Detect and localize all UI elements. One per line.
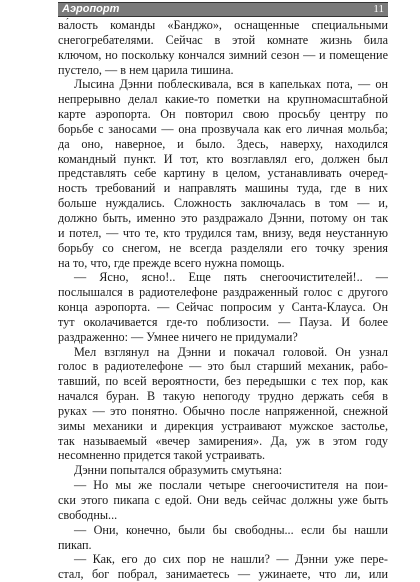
text-line: так называемый «вечер замирения». Да, уж в этом году [58, 433, 388, 448]
text-line: ность требований и направлять машины туда, где в них [58, 181, 388, 196]
text-line: ключом, но поскольку кончался зимний сезон — и помещение [58, 47, 388, 62]
text-line: тут околачивается где-то поблизости. — Пауза. И более [58, 314, 388, 329]
text-line: — Как, его до сих пор не нашли? — Дэнни уже пере- [74, 552, 388, 567]
text-line: — Но мы же послали четыре снегоочистителя на пои- [74, 478, 388, 493]
text-line: и потел, — что те, кто трудился там, внизу, ведя неустанную [58, 225, 388, 240]
text-line: должно быть, именно это раздражало Дэнни, потому он так [58, 210, 388, 225]
text-line: пикап. [58, 537, 92, 552]
text-line: Мел взглянул на Дэнни и покачал головой. Он узнал [74, 344, 388, 359]
text-line: руках — это понятно. Обычно после напряженной, снежной [58, 403, 388, 418]
text-line: раздраженно: — Умнее ничего не придумали? [58, 329, 298, 344]
text-line: начался буран. В такую непогоду трудно держать себя в [58, 389, 388, 404]
text-line: больше нуждались. Сложность заключалась в том — и, [58, 196, 388, 211]
text-line: на то, что, где прежде всего нужна помощь. [58, 255, 285, 270]
text-line: ски этого пикапа с едой. Они ведь сейчас должны уже быть [58, 493, 388, 507]
text-line: командный пункт. И тот, кто возглавлял его, должен был [58, 151, 388, 166]
text-line: свободны... [58, 507, 118, 522]
text-line: да оно, наверное, и было. Здесь, наверху, находился [58, 136, 388, 151]
text-line: зимы механики и дирекция устраивают мужское застолье, [58, 418, 388, 433]
running-head [58, 2, 388, 17]
text-line: непрерывно делал какие-то пометки на крупномасштабной [58, 92, 388, 107]
text-line: пустело, — в нем царила тишина. [58, 62, 234, 77]
text-line: конца аэропорта. — Сейчас попросим у Санта-Клауса. Он [58, 300, 388, 315]
text-line: карте аэропорта. Он повторил свою просьбу центру по [58, 107, 388, 122]
text-line: борьбе с заносами — она прозвучала как его личная мольба; [58, 121, 388, 136]
running-title: Аэропорт [62, 3, 120, 15]
text-line: несомненно придется такой устраивать. [58, 448, 266, 463]
text-line: борьбу со снегом, не всегда разделяли его точку зрения [58, 240, 388, 255]
text-body [58, 18, 388, 582]
text-line: снегогребателями. Сейчас в этой комнате жизнь била [58, 32, 388, 47]
page-number: 11 [373, 3, 384, 15]
text-line: — Ясно, ясно!.. Еще пять снегоочистителей!.. — [74, 270, 388, 285]
text-line: представлять себе картину в целом, устанавливать очеред- [58, 166, 388, 181]
text-line: голос в радиотелефоне — это был старший механик, рабо- [58, 359, 388, 374]
text-line: Дэнни попытался образумить смутьяна: [74, 463, 283, 478]
text-line: — Они, конечно, были бы свободны... если бы нашли [74, 522, 388, 537]
text-line: послышался в радиотелефоне раздраженный голос с другого [58, 285, 388, 300]
text-line: стал, бог побрал, занимаетесь — ужинаете, что ли, или [58, 567, 388, 582]
text-line: тавший, по всей вероятности, без передышки с тех пор, как [58, 374, 388, 389]
text-line: ва́лость команды «Банджо», оснащенные специальными [58, 18, 388, 32]
text-line: Лысина Дэнни поблескивала, вся в капельках пота, — он [74, 77, 388, 92]
